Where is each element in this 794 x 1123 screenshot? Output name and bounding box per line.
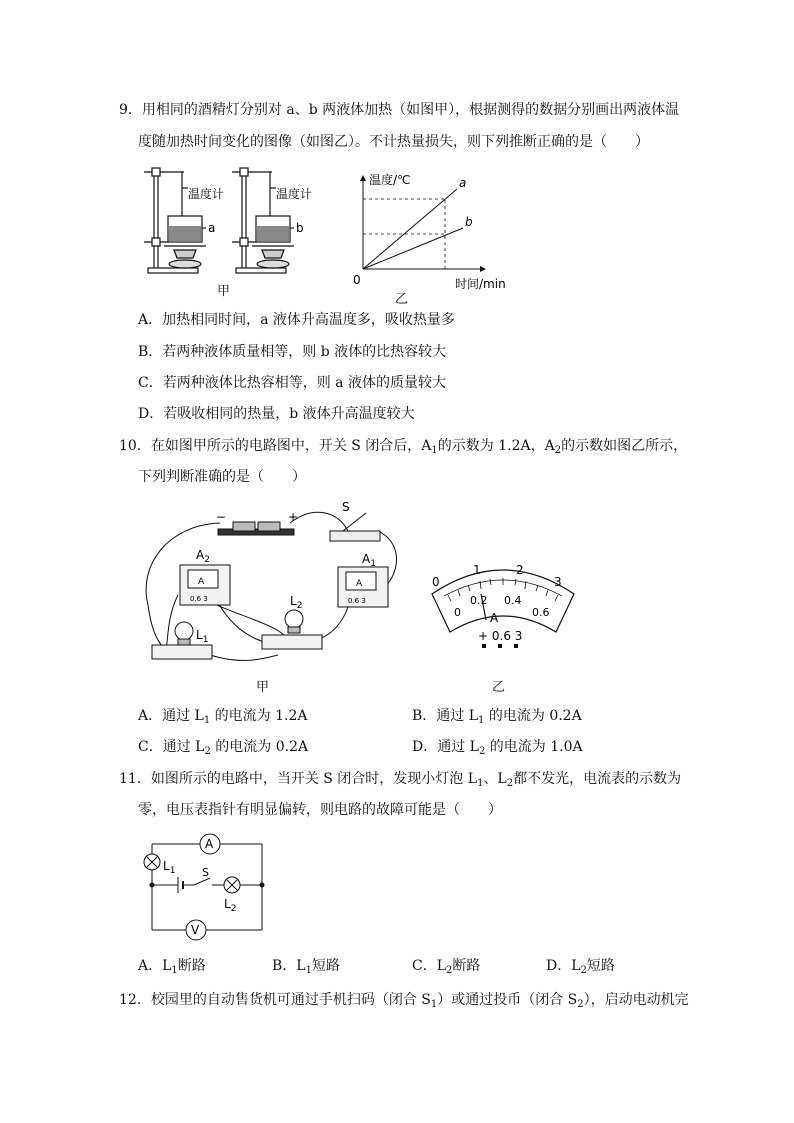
outer-scale-0: 0: [432, 575, 440, 589]
y-axis-label: 温度/℃: [369, 173, 411, 187]
lamp-l1-label: $L_1$: [196, 628, 209, 645]
q9-caption-yi: 乙: [395, 292, 409, 307]
l2-label: $L_2$: [224, 897, 237, 914]
q11-circuit-figure: [138, 830, 273, 945]
origin-label: 0: [353, 273, 361, 287]
q10-caption-jia: 甲: [256, 680, 270, 695]
series-a-line: [363, 189, 457, 269]
q10-figure-jia: [138, 495, 408, 670]
q10-stem-line2: 下列判断准确的是（ ）: [138, 469, 306, 485]
inner-scale-2: 0.4: [504, 594, 522, 607]
q9-stem-line1: 9．用相同的酒精灯分别对 a、b 两液体加热（如图甲），根据测得的数据分别画出两液体温: [119, 102, 680, 118]
q9-option-b[interactable]: B．若两种液体质量相等，则 b 液体的比热容较大: [138, 344, 447, 360]
q9-option-a[interactable]: A．加热相同时间，a 液体升高温度多，吸收热量多: [138, 312, 455, 328]
meter-unit: A: [490, 611, 499, 625]
series-b-label: b: [465, 215, 473, 229]
outer-scale-2: 2: [516, 563, 524, 577]
q11-option-b[interactable]: B．$L_1$短路: [272, 958, 340, 976]
series-a-label: a: [459, 176, 467, 190]
ammeter-a2-label: $A_2$: [196, 548, 210, 565]
thermometer-label-1: 温度计: [188, 187, 225, 201]
ammeter-label: A: [205, 837, 214, 851]
voltmeter-label: V: [191, 923, 200, 937]
ammeter-a2-terminals: 0.6 3: [190, 595, 208, 603]
q10-figure-yi: [428, 560, 578, 655]
outer-scale-3: 3: [554, 575, 562, 589]
liquid-b-label: b: [296, 221, 304, 235]
q11-stem-line2: 零，电压表指针有明显偏转，则电路的故障可能是（ ）: [138, 802, 502, 818]
q10-option-d[interactable]: D．通过 $L_2$ 的电流为 1.0A: [412, 739, 583, 757]
q10-stem-line1: 10．在如图甲所示的电路图中，开关 S 闭合后，$A_1$的示数为 1.2A，$A_2$的示数如图乙所示，: [119, 438, 688, 456]
q10-option-a[interactable]: A．通过 $L_1$ 的电流为 1.2A: [138, 708, 308, 726]
q9-option-d[interactable]: D．若吸收相同的热量，b 液体升高温度较大: [138, 406, 415, 422]
ammeter-a1-letter: A: [356, 579, 363, 589]
q9-stem-line2: 度随加热时间变化的图像（如图乙）。不计热量损失，则下列推断正确的是（ ）: [138, 134, 649, 150]
q11-option-d[interactable]: D．$L_2$短路: [546, 958, 615, 976]
ammeter-a1-terminals: 0.6 3: [348, 597, 366, 605]
q11-stem-line1: 11．如图所示的电路中，当开关 S 闭合时，发现小灯泡 $L_1$、$L_2$都不发光，电流表的示数为: [119, 771, 682, 789]
battery-minus-label: −: [216, 510, 227, 524]
q10-caption-yi: 乙: [492, 680, 506, 695]
q9-option-c[interactable]: C．若两种液体比热容相等，则 a 液体的质量较大: [138, 375, 446, 391]
q9-figure-yi: [345, 168, 515, 293]
lamp-l2-label: $L_2$: [290, 594, 303, 611]
inner-scale-0: 0: [454, 606, 461, 619]
q11-option-a[interactable]: A．$L_1$断路: [138, 958, 206, 976]
ammeter-a2-letter: A: [198, 577, 205, 587]
switch-label: S: [342, 500, 350, 514]
outer-scale-1: 1: [473, 563, 481, 577]
switch-label: S: [202, 866, 209, 879]
q11-option-c[interactable]: C．$L_2$断路: [412, 958, 481, 976]
l1-label: $L_1$: [163, 859, 176, 876]
meter-terminals: + 0.6 3: [478, 629, 523, 643]
q10-option-c[interactable]: C．通过 $L_2$ 的电流为 0.2A: [138, 739, 309, 757]
thermometer-label-2: 温度计: [276, 187, 313, 201]
inner-scale-1: 0.2: [470, 594, 488, 607]
liquid-a-label: a: [208, 221, 216, 235]
q9-caption-jia: 甲: [217, 284, 231, 299]
q9-figure-jia: [138, 158, 328, 298]
ammeter-a1-label: $A_1$: [362, 552, 376, 569]
inner-scale-3: 0.6: [532, 606, 550, 619]
q10-option-b[interactable]: B．通过 $L_1$ 的电流为 0.2A: [412, 708, 582, 726]
battery-plus-label: +: [288, 510, 299, 524]
q12-stem-line1: 12．校园里的自动售货机可通过手机扫码（闭合 $S_1$）或通过投币（闭合 $S_2$），启动电动机完: [119, 992, 689, 1010]
x-axis-label: 时间/min: [455, 277, 506, 291]
